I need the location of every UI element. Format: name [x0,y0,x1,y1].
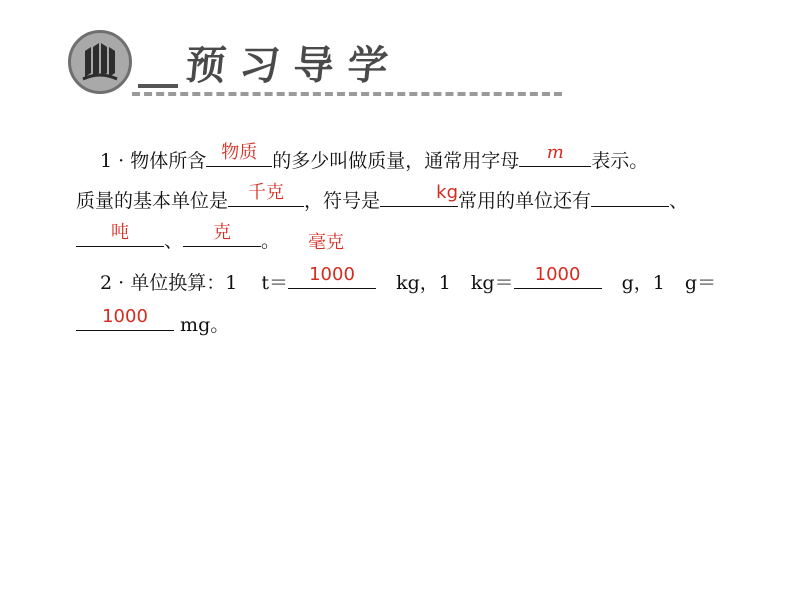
blank-q1-5 [591,188,669,207]
blank-q1-3 [228,182,304,207]
q1-line-2 [76,182,689,214]
q2-unit-5: g＝ [684,272,717,294]
q1-text-8: 、 [164,230,184,252]
q1-text-7: 、 [669,190,689,212]
q1-text-5: ，符号是 [304,190,381,212]
answer-q1-6: 克 [213,222,232,243]
q2-line-2 [76,306,230,338]
blank-q1-1 [206,142,272,167]
q1-number: 1 [100,150,113,172]
q2-text-1: 单位换算：1 [130,272,238,294]
blank-q2-1 [288,264,376,289]
q1-text-3: 表示。 [591,150,649,172]
q1-line-1 [100,142,649,174]
answer-q1-7: 毫克 [308,232,344,253]
answer-q1-5: 吨 [111,222,129,243]
answer-q2-3: 1000 [102,306,148,327]
q2-unit-2: kg，1 [396,272,451,294]
blank-q1-7 [183,222,261,247]
header-divider-accent [138,84,178,88]
q2-dot: · [118,272,125,294]
q1-text-1: 物体所含 [130,150,207,172]
answer-q1-1: 物质 [221,142,258,163]
answer-q2-1: 1000 [309,264,355,285]
answer-q1-2: m [546,142,564,163]
blank-q1-4 [380,182,459,207]
blank-q2-2 [514,264,602,289]
q1-text-6: 常用的单位还有 [458,190,592,212]
blank-q2-3 [76,306,174,331]
q2-unit-6: mg。 [180,314,230,336]
section-title: 预习导学 [183,43,405,89]
answer-q1-3: 千克 [248,182,285,203]
answer-q1-4: kg [436,182,459,203]
answer-q2-2: 1000 [534,264,581,285]
book-icon [68,30,132,94]
q2-unit-3: kg＝ [470,272,514,294]
q1-text-4: 质量的基本单位是 [76,190,229,212]
q1-text-9: 。 [261,230,281,252]
q2-unit-4: g，1 [621,272,665,294]
q2-line-1 [100,264,717,296]
blank-q1-6 [76,222,164,247]
blank-q1-2 [519,142,591,167]
q2-unit-1: t＝ [261,272,289,294]
q1-line-3 [76,222,281,254]
q2-number: 2 [100,272,113,294]
q1-dot: · [118,150,125,172]
q1-text-2: 的多少叫做质量，通常用字母 [272,150,520,172]
header-divider [132,86,562,96]
